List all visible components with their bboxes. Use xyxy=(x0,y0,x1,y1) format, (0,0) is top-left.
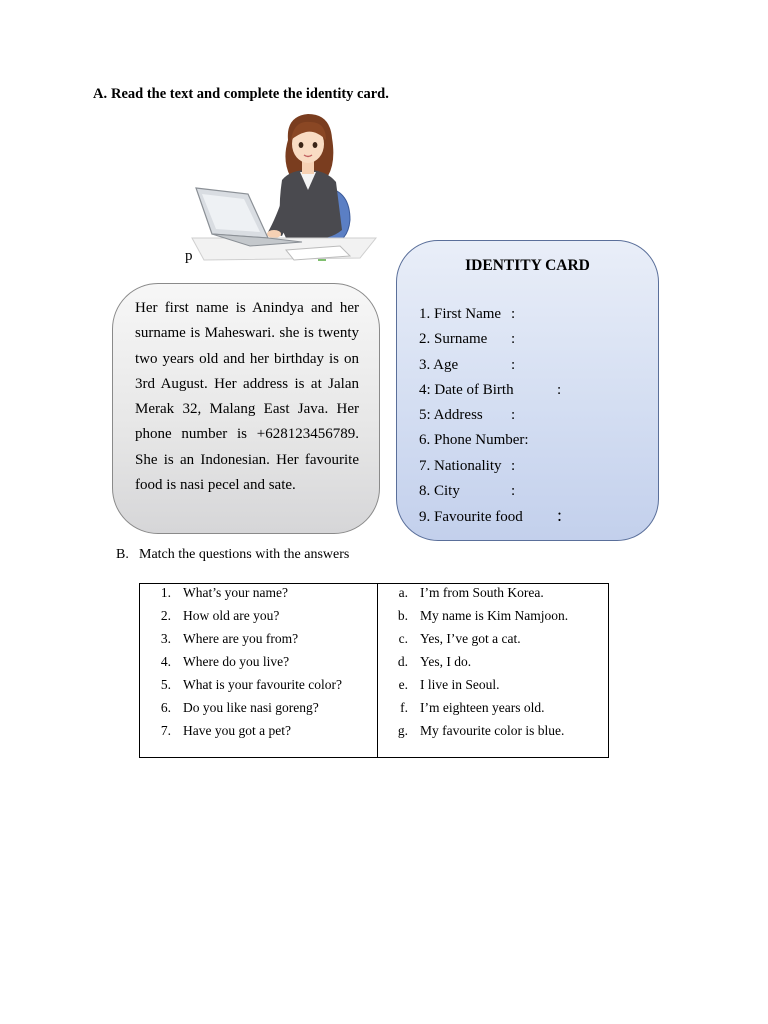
id-field-label: 4: Date of Birth xyxy=(419,382,514,398)
woman-at-laptop-illustration xyxy=(190,110,380,266)
question-item xyxy=(148,677,342,693)
id-field-colon: : xyxy=(511,357,516,373)
question-item xyxy=(148,700,319,716)
section-b-title: Match the questions with the answers xyxy=(139,547,350,562)
id-field-label: 2. Surname xyxy=(419,331,488,347)
identity-card-title: IDENTITY CARD xyxy=(465,257,590,274)
column-divider xyxy=(377,584,378,757)
id-field-colon: : xyxy=(511,331,516,347)
question-text: Where do you live? xyxy=(183,654,290,669)
id-field-nationality xyxy=(419,458,516,475)
id-field-label: 5: Address xyxy=(419,407,483,423)
answer-item xyxy=(396,631,521,647)
id-field-city xyxy=(419,483,516,500)
answer-letter: f. xyxy=(400,700,408,715)
answer-letter: a. xyxy=(398,585,408,600)
question-number: 3. xyxy=(160,631,171,646)
section-a-number: A. xyxy=(93,86,108,102)
id-field-label: 8. City xyxy=(419,483,460,499)
answer-item xyxy=(396,723,564,739)
question-text: What is your favourite color? xyxy=(183,677,342,692)
answer-letter: c. xyxy=(398,631,408,646)
answer-text: Yes, I do. xyxy=(420,654,472,669)
identity-card xyxy=(396,240,659,541)
story-paragraph: Her first name is Anindya and her surname is Maheswari. she is twenty two years old and her birthday is on 3rd August. Her address is at Jalan Merak 32, Malang East Java. Her phone number is +628123456789. She is an Indonesian. Her favourite food is nasi pecel and sate. xyxy=(135,300,359,494)
answer-text: I’m from South Korea. xyxy=(420,585,544,600)
id-field-label: 7. Nationality xyxy=(419,458,502,474)
id-field-colon: : xyxy=(511,483,516,499)
answer-text: Yes, I’ve got a cat. xyxy=(420,631,521,646)
id-field-date-of-birth xyxy=(419,382,562,399)
question-item xyxy=(148,585,288,601)
question-text: Have you got a pet? xyxy=(183,723,291,738)
id-field-colon: : xyxy=(511,458,516,474)
section-b-number: B. xyxy=(116,547,129,562)
id-field-surname xyxy=(419,331,516,348)
question-item xyxy=(148,654,289,670)
question-number: 5. xyxy=(160,677,171,692)
section-a-title: Read the text and complete the identity card. xyxy=(111,86,389,102)
stray-character: p xyxy=(185,248,193,264)
question-number: 1. xyxy=(160,585,171,600)
answer-item xyxy=(396,608,568,624)
id-field-label: 9. Favourite food xyxy=(419,509,523,525)
answer-text: My name is Kim Namjoon. xyxy=(420,608,569,623)
id-field-first-name xyxy=(419,306,516,323)
question-item xyxy=(148,631,298,647)
id-field-label: 3. Age xyxy=(419,357,459,373)
answer-letter: b. xyxy=(397,608,408,623)
id-field-phone-number xyxy=(419,432,529,449)
answer-item xyxy=(396,654,471,670)
question-item xyxy=(148,723,291,739)
answer-letter: e. xyxy=(398,677,408,692)
id-field-label: 1. First Name xyxy=(419,306,502,322)
question-number: 4. xyxy=(160,654,171,669)
id-field-age xyxy=(419,357,516,374)
question-item xyxy=(148,608,279,624)
answer-letter: d. xyxy=(397,654,408,669)
answer-text: I live in Seoul. xyxy=(420,677,500,692)
question-text: Where are you from? xyxy=(183,631,299,646)
id-field-colon: : xyxy=(557,382,562,398)
question-number: 7. xyxy=(160,723,171,738)
section-a-heading xyxy=(93,86,389,103)
id-field-favourite-food xyxy=(419,505,563,526)
question-number: 6. xyxy=(160,700,171,715)
matching-table xyxy=(139,583,609,758)
question-text: How old are you? xyxy=(183,608,280,623)
answer-letter: g. xyxy=(397,723,408,738)
id-field-label: 6. Phone Number: xyxy=(419,432,529,448)
id-field-colon: : xyxy=(511,306,516,322)
question-text: Do you like nasi goreng? xyxy=(183,700,319,715)
story-text-box xyxy=(112,283,380,534)
id-field-colon: : xyxy=(511,407,516,423)
section-b-heading xyxy=(116,547,349,563)
answer-item xyxy=(396,585,544,601)
question-number: 2. xyxy=(160,608,171,623)
id-field-colon: : xyxy=(557,505,563,525)
answer-item xyxy=(396,677,500,693)
answer-text: My favourite color is blue. xyxy=(420,723,565,738)
answer-text: I’m eighteen years old. xyxy=(420,700,545,715)
answer-item xyxy=(396,700,544,716)
question-text: What’s your name? xyxy=(183,585,288,600)
id-field-address xyxy=(419,407,516,424)
